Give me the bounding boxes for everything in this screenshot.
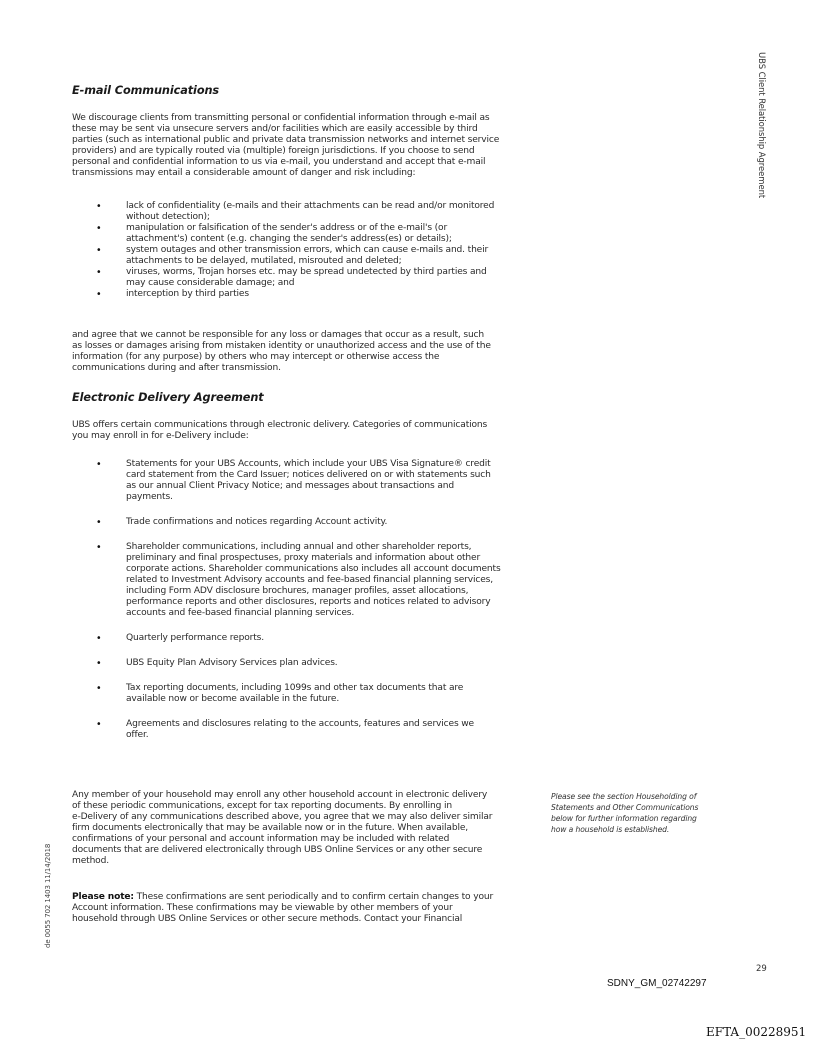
list-item: • Shareholder communications, including annual and other shareholder reports, preliminary and final prospectuses, proxy materials and information about other corporate actions. Shareholder communications also includes all account documents related to Investment Advisory accounts and fee-based financial planning services, including Form ADV disclosure brochures, manager profiles, asset allocations, performance reports and other disclosures, reports and notices related to advisory accounts and fee-based financial planning services.	[96, 542, 501, 618]
please-note-label: Please note:	[72, 892, 134, 902]
list-item: • Quarterly performance reports.	[96, 633, 264, 644]
edelivery-category-list	[96, 459, 536, 755]
list-item: • Tax reporting documents, including 1099s and other tax documents that are available now or become available in the future.	[96, 683, 464, 704]
bullet-icon: •	[96, 633, 102, 644]
bullet-icon: •	[96, 267, 102, 278]
list-item: • Statements for your UBS Accounts, which include your UBS Visa Signature® credit card statement from the Card Issuer; notices delivered on or with statements such as our annual Client Privacy Notice; and messages about transactions and payments.	[96, 459, 491, 502]
text-line: parties (such as international public and private data transmission networks and internet service	[72, 135, 500, 145]
text-line: e-Delivery of any communications described above, you agree that we may also deliver similar	[72, 812, 493, 822]
text-line: transmissions may entail a considerable amount of danger and risk including:	[72, 168, 416, 178]
text-line: how a household is established.	[551, 825, 670, 834]
bullet-icon: •	[96, 459, 102, 470]
sidebar-document-title: UBS Client Relationship Agreement	[756, 52, 766, 199]
text-line: These confirmations are sent periodically and to confirm certain changes to your	[133, 892, 494, 902]
list-item: • Agreements and disclosures relating to the accounts, features and services we offer.	[96, 719, 474, 740]
text-line: firm documents electronically that may be available now or in the future. When available,	[72, 823, 469, 833]
list-item: • manipulation or falsification of the sender's address or of the e-mail's (or attachment's) content (e.g. changing the sender's address(es) or details);	[96, 223, 452, 244]
list-item: • lack of confidentiality (e-mails and their attachments can be read and/or monitored without detection);	[96, 201, 495, 222]
efta-number: EFTA_00228951	[706, 1025, 807, 1039]
email-section-heading: E-mail Communications	[72, 84, 220, 97]
list-item: • Trade confirmations and notices regarding Account activity.	[96, 517, 388, 528]
bullet-icon: •	[96, 223, 102, 234]
text-line: Any member of your household may enroll any other household account in electronic delivery	[72, 790, 488, 800]
list-item: • viruses, worms, Trojan horses etc. may be spread undetected by third parties and may cause considerable damage; and	[96, 267, 487, 288]
text-line: personal and confidential information to us via e-mail, you understand and accept that e-mail	[72, 157, 486, 167]
text-line: We discourage clients from transmitting personal or confidential information through e-mail as	[72, 113, 490, 123]
bullet-icon: •	[96, 289, 102, 300]
bullet-icon: •	[96, 517, 102, 528]
text-line: information (for any purpose) by others who may intercept or otherwise access the	[72, 352, 440, 362]
list-item: • interception by third parties	[96, 289, 249, 300]
bullet-icon: •	[96, 683, 102, 694]
text-line: Please see the section Householding of	[551, 792, 697, 801]
text-line: communications during and after transmission.	[72, 363, 281, 373]
text-line: and agree that we cannot be responsible for any loss or damages that occur as a result, such	[72, 330, 485, 340]
page-number: 29	[756, 964, 767, 974]
text-line: household through UBS Online Services or other secure methods. Contact your Financial	[72, 914, 463, 924]
email-closing-paragraph	[72, 330, 534, 374]
bullet-icon: •	[96, 201, 102, 212]
edelivery-section-heading: Electronic Delivery Agreement	[72, 391, 264, 404]
document-code: de 0055 702 1403 11/14/2018	[44, 843, 52, 948]
edelivery-intro-paragraph	[72, 420, 534, 442]
bates-number: SDNY_GM_02742297	[607, 978, 707, 989]
text-line: UBS offers certain communications through electronic delivery. Categories of communications	[72, 420, 488, 430]
text-line: as losses or damages arising from mistaken identity or unauthorized access and the use of the	[72, 341, 491, 351]
bullet-icon: •	[96, 658, 102, 669]
text-line: you may enroll in for e-Delivery include:	[72, 431, 249, 441]
text-line: providers) and are typically routed via (multiple) foreign jurisdictions. If you choose to send	[72, 146, 475, 156]
email-risk-list	[96, 201, 536, 300]
household-paragraph	[72, 790, 534, 867]
list-item: • system outages and other transmission errors, which can cause e-mails and. their attachments to be delayed, mutilated, misrouted and deleted;	[96, 245, 489, 266]
text-line: method.	[72, 856, 109, 866]
householding-side-note	[551, 791, 726, 835]
bullet-icon: •	[96, 719, 102, 730]
text-line: Account information. These confirmations may be viewable by other members of your	[72, 903, 453, 913]
text-line: below for further information regarding	[551, 814, 697, 823]
text-line: documents that are delivered electronically through UBS Online Services or any other secure	[72, 845, 483, 855]
text-line: confirmations of your personal and account information may be included with related	[72, 834, 450, 844]
text-line: of these periodic communications, except for tax reporting documents. By enrolling in	[72, 801, 452, 811]
bullet-icon: •	[96, 542, 102, 553]
bullet-icon: •	[96, 245, 102, 256]
email-intro-paragraph	[72, 113, 534, 179]
text-line: Statements and Other Communications	[551, 803, 699, 812]
list-item: • UBS Equity Plan Advisory Services plan advices.	[96, 658, 338, 669]
please-note-paragraph	[72, 892, 534, 925]
text-line: these may be sent via unsecure servers and/or facilities which are easily accessible by third	[72, 124, 478, 134]
